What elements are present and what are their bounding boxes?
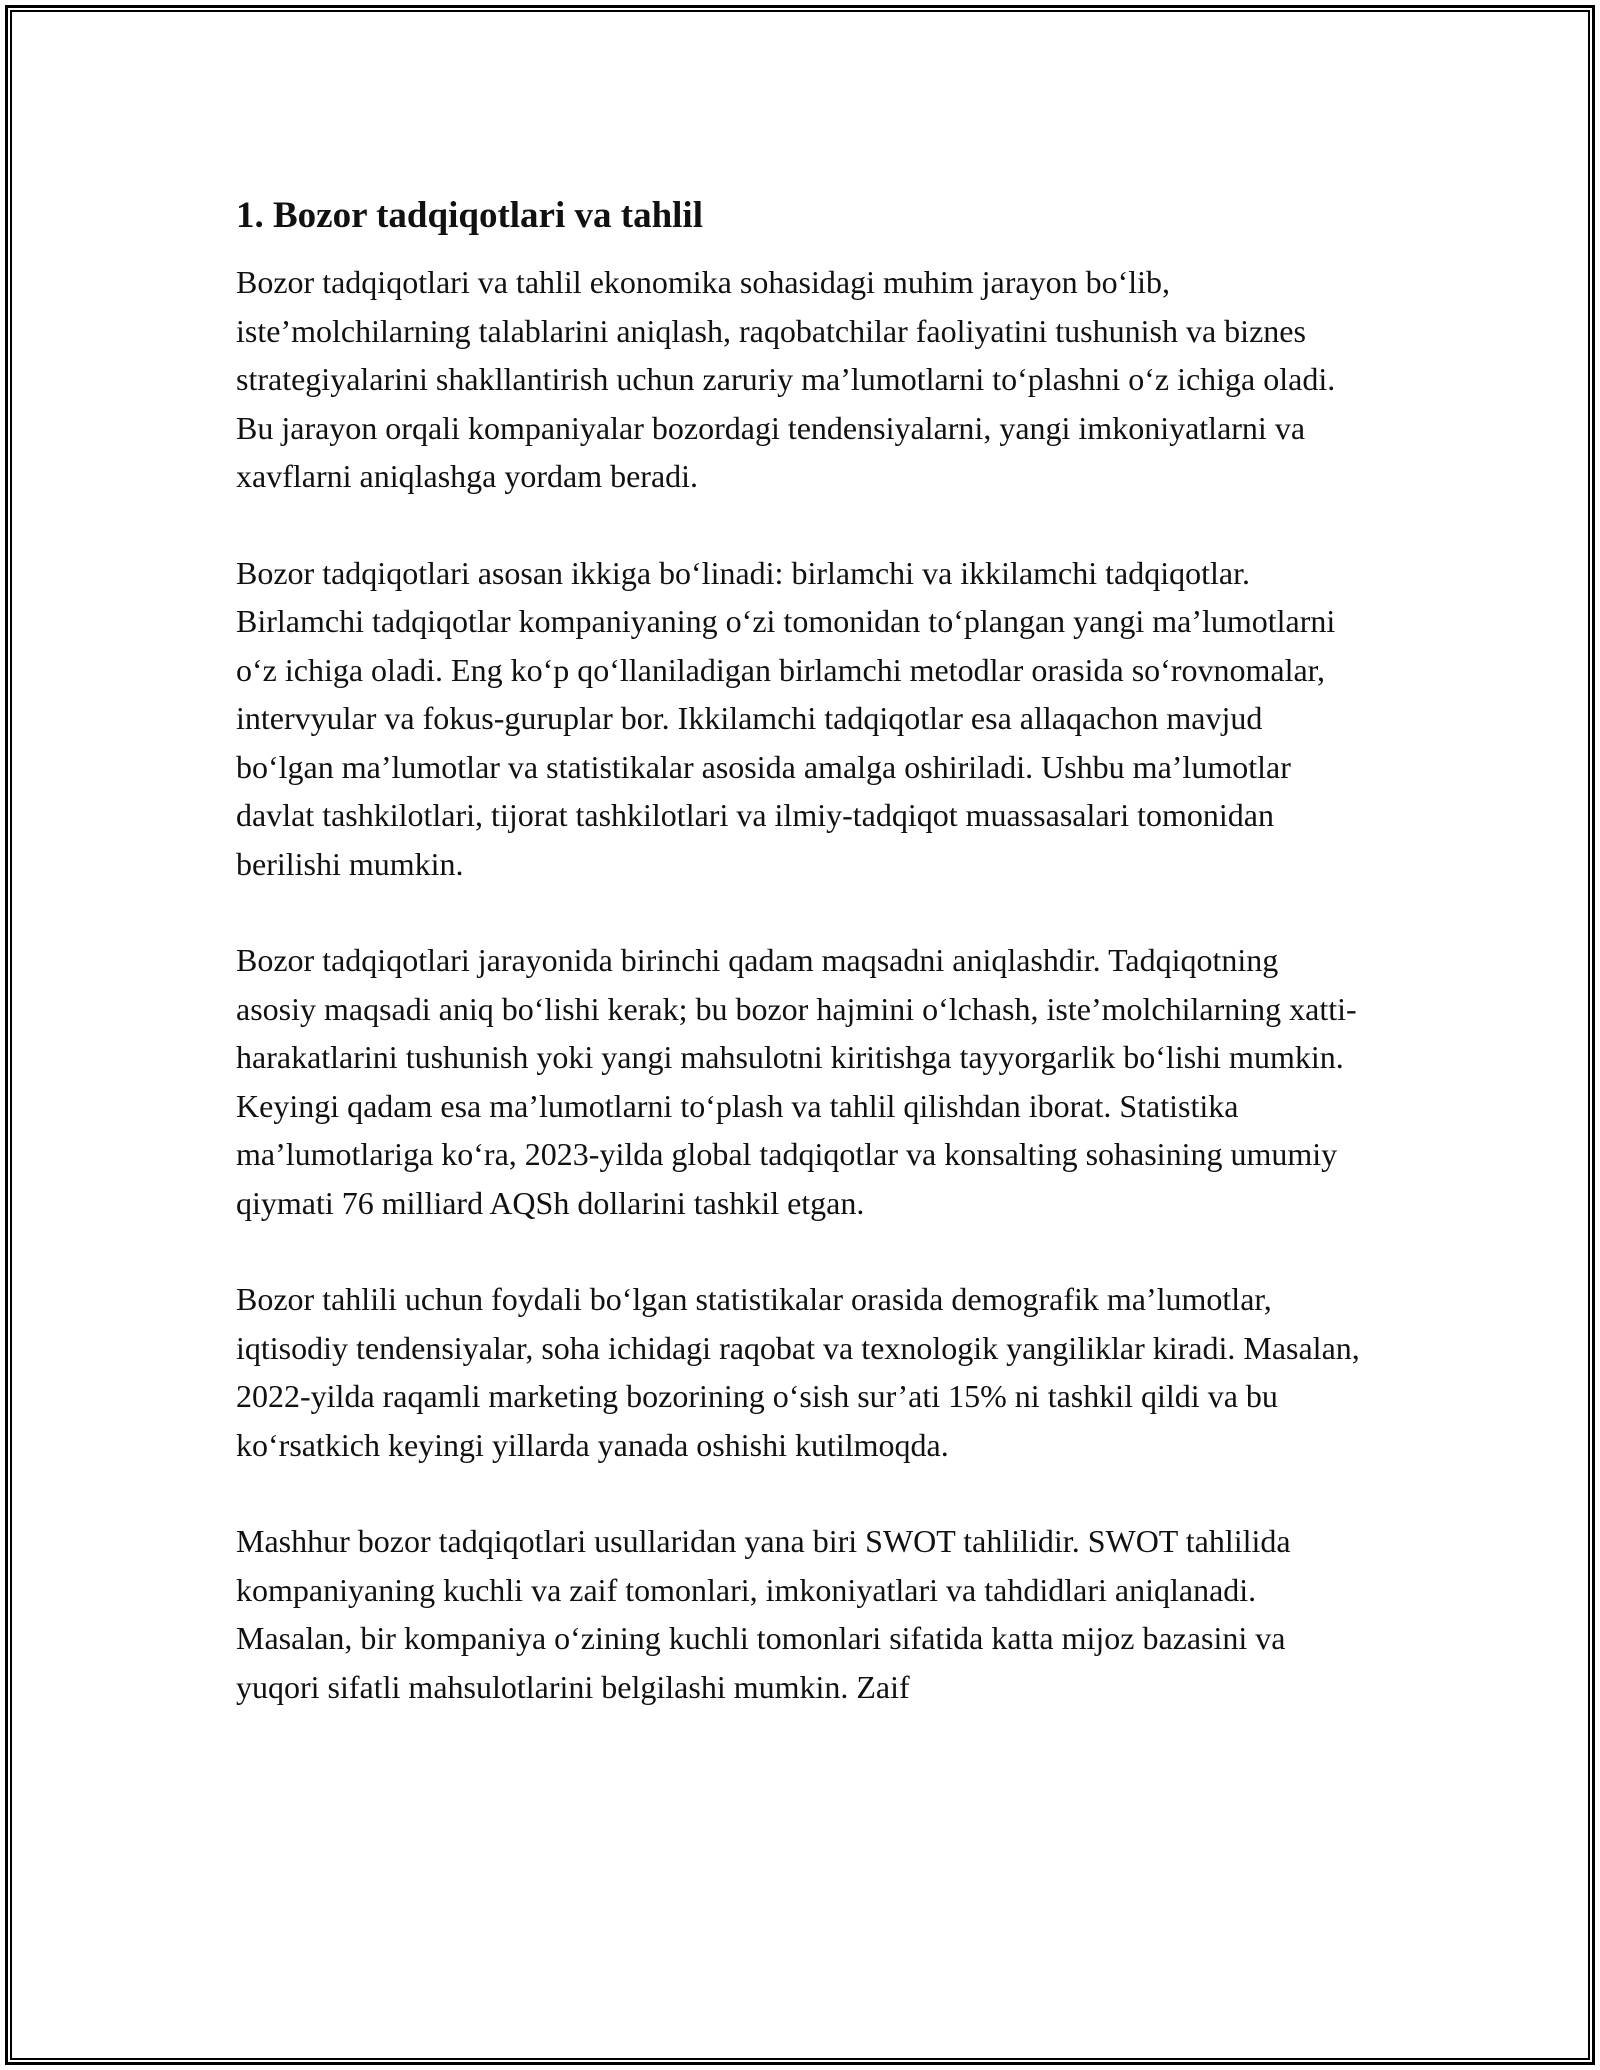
paragraph-1: Bozor tadqiqotlari va tahlil ekonomika sohasidagi muhim jarayon bo‘lib, iste’molchilarning talablarini aniqlash, raqobatchilar faoliyatini tushunish va biznes strategiyalarini shakllantirish uchun zaruriy ma’lumotlarni to‘plashni o‘z ichiga oladi. Bu jarayon orqali kompaniyalar bozordagi tendensiyalarni, yangi imkoniyatlarni va xavflarni aniqlashga yordam beradi.	[236, 264, 1336, 494]
paragraph-4: Bozor tahlili uchun foydali bo‘lgan statistikalar orasida demografik ma’lumotlar, iqtisodiy tendensiyalar, soha ichidagi raqobat va texnologik yangiliklar kiradi. Masalan, 2022-yilda raqamli marketing bozorining o‘sish sur’ati 15% ni tashkil qildi va bu ko‘rsatkich keyingi yillarda yanada oshishi kutilmoqda.	[236, 1281, 1360, 1463]
section-heading: 1. Bozor tadqiqotlari va tahlil	[236, 195, 703, 236]
paragraph-3: Bozor tadqiqotlari jarayonida birinchi qadam maqsadni aniqlashdir. Tadqiqotning asosiy maqsadi aniq bo‘lishi kerak; bu bozor hajmini o‘lchash, iste’molchilarning xatti-harakatlarini tushunish yoki yangi mahsulotni kiritishga tayyorgarlik bo‘lishi mumkin. Keyingi qadam esa ma’lumotlarni to‘plash va tahlil qilishdan iborat. Statistika ma’lumotlariga ko‘ra, 2023-yilda global tadqiqotlar va konsalting sohasining umumiy qiymati 76 milliard AQSh dollarini tashkil etgan.	[236, 942, 1357, 1221]
document-body	[236, 186, 1366, 1759]
paragraph-5: Mashhur bozor tadqiqotlari usullaridan yana biri SWOT tahlilidir. SWOT tahlilida kompaniyaning kuchli va zaif tomonlari, imkoniyatlari va tahdidlari aniqlanadi. Masalan, bir kompaniya o‘zining kuchli tomonlari sifatida katta mijoz bazasini va yuqori sifatli mahsulotlarini belgilashi mumkin. Zaif	[236, 1523, 1291, 1705]
paragraph-2: Bozor tadqiqotlari asosan ikkiga bo‘linadi: birlamchi va ikkilamchi tadqiqotlar. Birlamchi tadqiqotlar kompaniyaning o‘zi tomonidan to‘plangan yangi ma’lumotlarni o‘z ichiga oladi. Eng ko‘p qo‘llaniladigan birlamchi metodlar orasida so‘rovnomalar, intervyular va fokus-guruplar bor. Ikkilamchi tadqiqotlar esa allaqachon mavjud bo‘lgan ma’lumotlar va statistikalar asosida amalga oshiriladi. Ushbu ma’lumotlar davlat tashkilotlari, tijorat tashkilotlari va ilmiy-tadqiqot muassasalari tomonidan berilishi mumkin.	[236, 554, 1336, 882]
